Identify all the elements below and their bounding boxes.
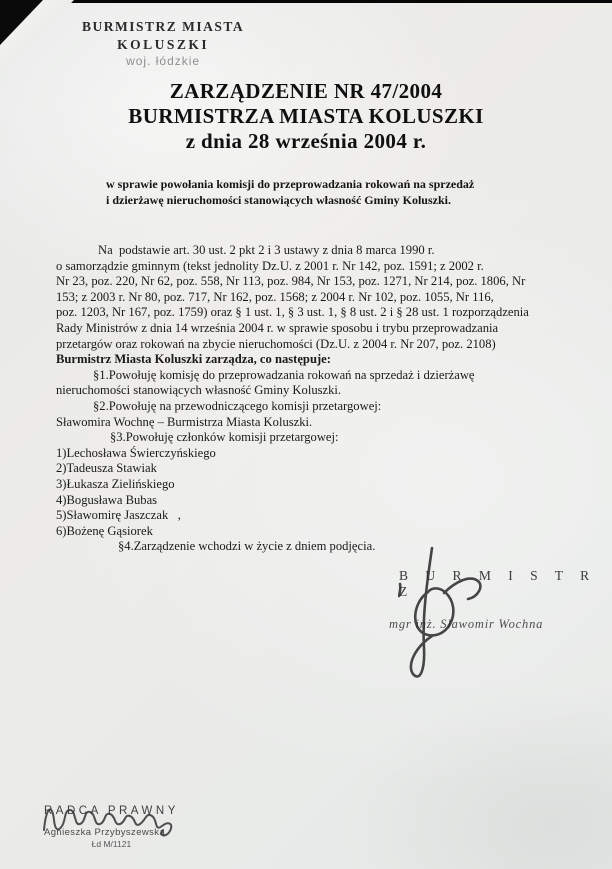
- counsel-stamp-title: RADCA PRAWNY: [44, 805, 179, 817]
- section-2-line2: Sławomira Wochnę – Burmistrza Miasta Koluszki.: [56, 414, 313, 429]
- document-body: [56, 243, 568, 555]
- legal-basis-line: o samorządzie gminnym (tekst jednolity Dz.U. z 2001 r. Nr 142, poz. 1591; z 2002 r.: [56, 258, 484, 273]
- section-2-line1: §2.Powołuję na przewodniczącego komisji przetargowej:: [93, 398, 382, 413]
- counsel-stamp-registration: Łd M/1121: [91, 839, 132, 849]
- issuer-stamp: [82, 20, 244, 67]
- legal-basis-line: poz. 1203, Nr 167, poz. 1759) oraz § 1 ust. 1, § 3 ust. 1, § 8 ust. 2 i § 28 ust. 1 rozporządzenia: [56, 305, 529, 320]
- title-line3: z dnia 28 września 2004 r.: [185, 129, 427, 153]
- section-3-line1: §3.Powołuję członków komisji przetargowej:: [110, 430, 339, 445]
- title-line1: ZARZĄDZENIE NR 47/2004: [169, 79, 443, 103]
- counsel-stamp-name: Agnieszka Przybyszewska: [44, 827, 166, 838]
- commission-member: 3)Łukasza Zielińskiego: [56, 476, 175, 491]
- legal-counsel-handwritten-signature: [38, 798, 183, 840]
- document-title: [0, 79, 612, 154]
- subject-line2: i dzierżawę nieruchomości stanowiących własność Gminy Koluszki.: [106, 193, 451, 207]
- legal-basis-line: Nr 23, poz. 220, Nr 62, poz. 558, Nr 113, poz. 984, Nr 153, poz. 1271, Nr 214, poz. 1806, Nr: [56, 274, 526, 289]
- commission-member: 6)Bożenę Gąsiorek: [56, 523, 153, 538]
- mayor-handwritten-signature: [398, 546, 508, 696]
- legal-basis-line: Rady Ministrów z dnia 14 września 2004 r. w sprawie sposobu i trybu przeprowadzania: [56, 320, 499, 335]
- commission-member: 4)Bogusława Bubas: [56, 492, 158, 507]
- commission-member: 2)Tadeusza Stawiak: [56, 461, 157, 476]
- commission-member: 5)Sławomirę Jaszczak ,: [56, 508, 181, 523]
- document-subject: [106, 176, 474, 208]
- title-line2: BURMISTRZA MIASTA KOLUSZKI: [128, 104, 484, 128]
- section-4: §4.Zarządzenie wchodzi w życie z dniem podjęcia.: [118, 539, 376, 554]
- scan-top-edge: [0, 0, 612, 3]
- section-1-line1: §1.Powołuję komisję do przeprowadzania rokowań na sprzedaż i dzierżawę: [93, 367, 475, 382]
- commission-member: 1)Lechosława Świerczyńskiego: [56, 445, 216, 460]
- issuer-line3: woj. łódzkie: [126, 54, 201, 68]
- issuer-line2: KOLUSZKI: [117, 36, 210, 52]
- subject-line1: w sprawie powołania komisji do przeprowadzania rokowań na sprzedaż: [106, 177, 475, 191]
- section-1-line2: nieruchomości stanowiących własność Gminy Koluszki.: [56, 383, 342, 398]
- legal-basis-line: 153; z 2003 r. Nr 80, poz. 717, Nr 162, poz. 1568; z 2004 r. Nr 102, poz. 1055, Nr 116,: [56, 289, 494, 304]
- decree-clause: Burmistrz Miasta Koluszki zarządza, co następuje:: [56, 352, 331, 367]
- issuer-line1: BURMISTRZ MIASTA: [82, 19, 245, 34]
- legal-basis-line: przetargów oraz rokowań na zbycie nieruchomości (Dz.U. z 2004 r. Nr 207, poz. 2108): [56, 336, 496, 351]
- mayor-stamp-name: mgr inż. Sławomir Wochna: [389, 617, 544, 631]
- legal-basis-line: Na podstawie art. 30 ust. 2 pkt 2 i 3 ustawy z dnia 8 marca 1990 r.: [98, 243, 435, 257]
- mayor-stamp-title: B U R M I S T R Z: [399, 568, 597, 599]
